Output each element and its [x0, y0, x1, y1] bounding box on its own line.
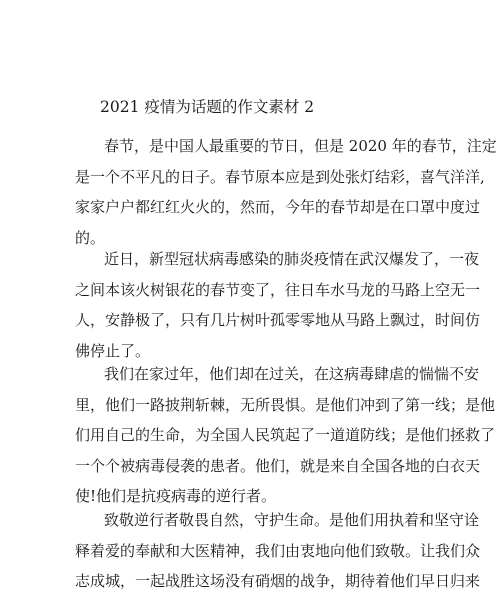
document-title: 2021 疫情为话题的作文素材 2 [100, 98, 315, 116]
paragraph-line: 人，安静极了，只有几片树叶孤零零地从马路上飘过，时间仿 [75, 311, 481, 330]
paragraph-outbreak [75, 244, 481, 366]
paragraph-line: 释着爱的奉献和大医精神，我们由衷地向他们致敬。让我们众 [75, 541, 481, 560]
paragraph-line: 春节，是中国人最重要的节日，但是 2020 年的春节，注定 [104, 137, 497, 155]
paragraph-line: 的。 [75, 228, 106, 247]
paragraph-line: 家家户户都红红火火的，然而，今年的春节却是在口罩中度过 [75, 198, 481, 217]
paragraph-line: 们用自己的生命，为全国人民筑起了一道道防线；是他们拯救了 [75, 426, 496, 445]
paragraph-line: 使!他们是抗疫病毒的逆行者。 [75, 487, 277, 506]
paragraph-line: 佛停止了。 [75, 341, 151, 360]
paragraph-line: 是一个不平凡的日子。春节原本应是到处张灯结彩，喜气洋洋, [75, 167, 485, 186]
paragraph-line: 志成城，一起战胜这场没有硝烟的战争，期待着他们早日归来 [75, 572, 481, 591]
paragraph-line: 致敬逆行者敬畏自然，守护生命。是他们用执着和坚守诠 [104, 511, 480, 529]
paragraph-line: 里，他们一路披荆斩棘，无所畏惧。是他们冲到了第一线；是他 [75, 395, 496, 414]
paragraph-tribute [75, 505, 481, 597]
paragraph-medical-workers [75, 359, 496, 512]
paragraph-line: 近日，新型冠状病毒感染的肺炎疫情在武汉爆发了，一夜 [104, 250, 480, 268]
paragraph-line: 我们在家过年，他们却在过关，在这病毒肆虐的惴惴不安 [104, 365, 480, 383]
paragraph-line: 之间本该火树银花的春节变了，往日车水马龙的马路上空无一 [75, 280, 481, 299]
paragraph-spring-festival [75, 131, 497, 253]
paragraph-line: 一个个被病毒侵袭的患者。他们，就是来自全国各地的白衣天 [75, 456, 481, 475]
